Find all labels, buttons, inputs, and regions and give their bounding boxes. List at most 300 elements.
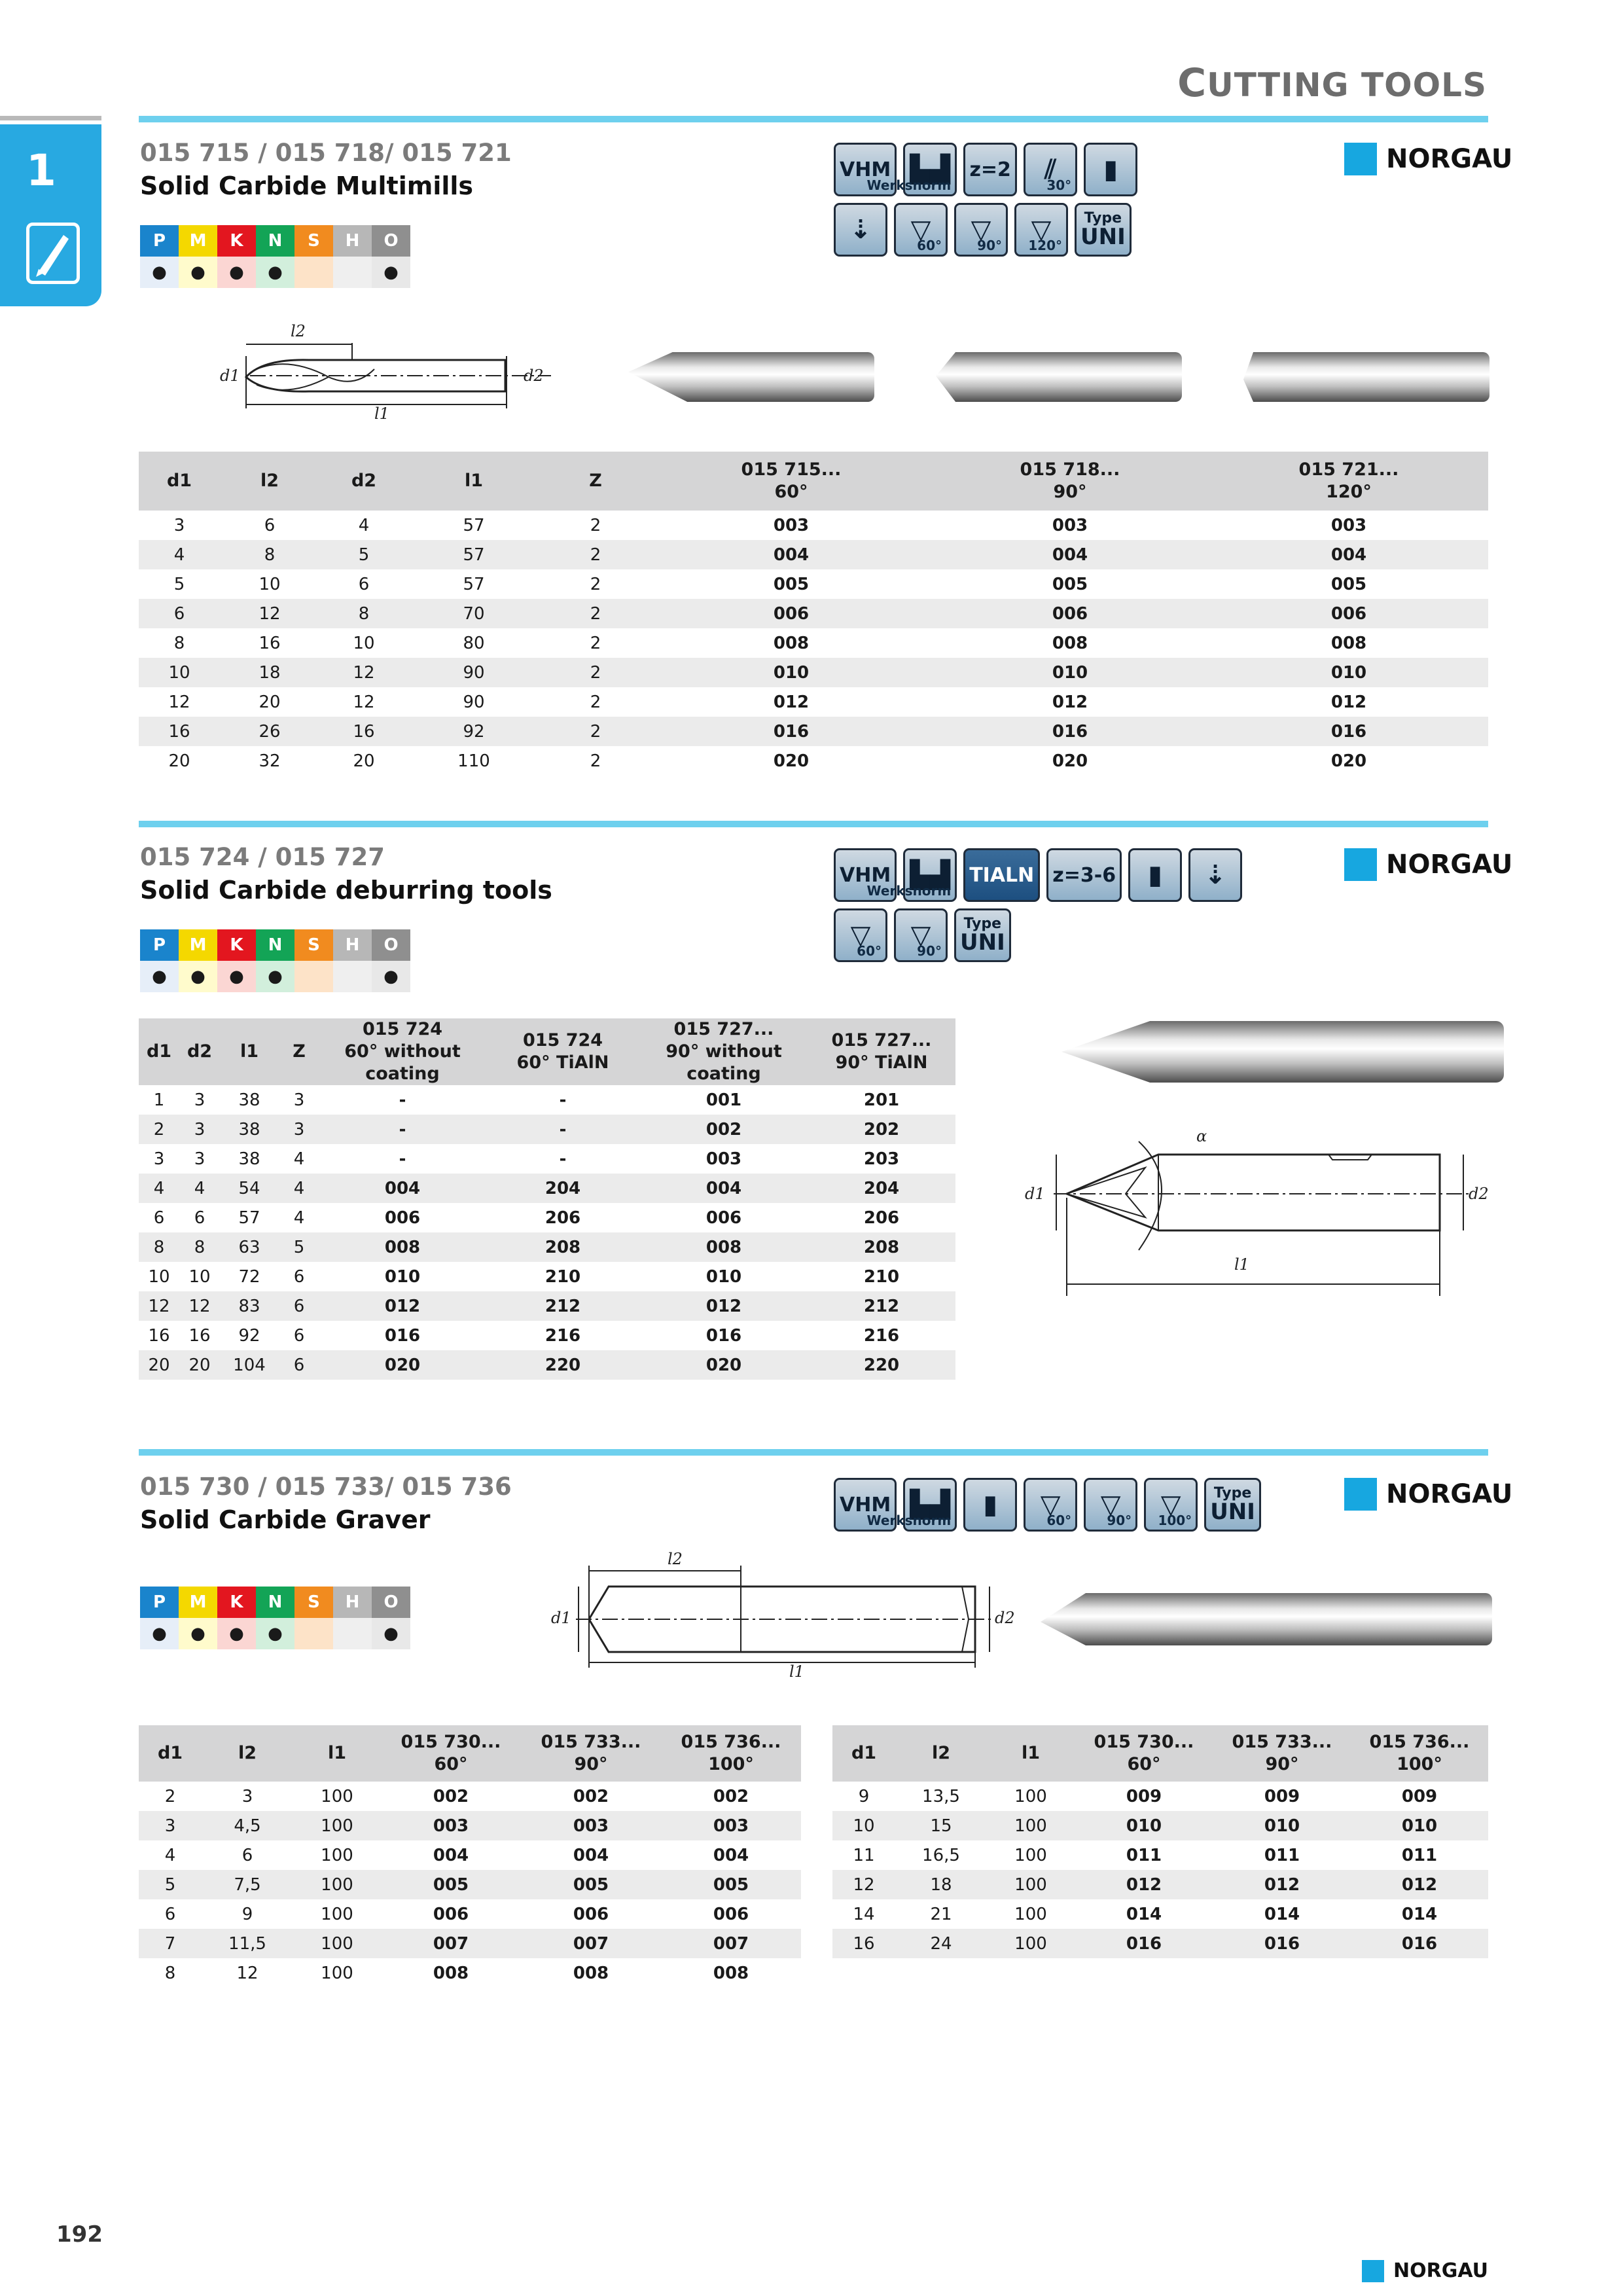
table-cell: 12 <box>319 658 408 687</box>
header-rule-right <box>139 116 1488 122</box>
table-row <box>832 1782 1488 1811</box>
table-cell: 016 <box>384 1325 421 1346</box>
type-uni-icon <box>954 908 1011 962</box>
table-cell: 006 <box>433 1904 469 1924</box>
table-cell: 10 <box>188 1266 211 1287</box>
table-cell: 4 <box>358 515 370 535</box>
dim-l1-label: l1 <box>374 404 389 423</box>
code-subheader: 60° <box>434 1754 468 1774</box>
table-cell: 016 <box>652 717 931 746</box>
table-row <box>139 1958 801 1988</box>
dim-d2-label: d2 <box>1469 1185 1489 1203</box>
column-header: Z <box>539 452 652 511</box>
table-cell: 210 <box>863 1266 900 1287</box>
table-cell: 2 <box>539 658 652 687</box>
code-subheader: 90° without coating <box>666 1041 782 1084</box>
point-angle-icon: ▽ 90° <box>1084 1478 1137 1532</box>
material-suitability-mark: ● <box>372 1618 410 1649</box>
table-cell: 004 <box>573 1845 609 1865</box>
table-cell: 8 <box>179 1232 220 1262</box>
code-subheader: 60° <box>774 482 808 502</box>
table-cell: 012 <box>1075 1870 1213 1899</box>
table-cell: 204 <box>808 1174 955 1203</box>
table-cell: 005 <box>1330 574 1367 594</box>
table-cell: 011 <box>1264 1845 1300 1865</box>
table-cell: 100 <box>321 1904 353 1924</box>
table-cell: - <box>319 1115 486 1144</box>
table-cell: 220 <box>808 1350 955 1380</box>
table-cell: 016 <box>1351 1929 1488 1958</box>
table-cell: 100 <box>987 1811 1075 1840</box>
table-cell: 8 <box>220 540 319 569</box>
table-cell: 2 <box>590 515 601 535</box>
section3-rule <box>139 1449 1488 1456</box>
table-cell: 4 <box>139 540 220 569</box>
article-code: 015 724 <box>522 1030 603 1050</box>
dim-l1-label: l1 <box>789 1662 804 1681</box>
material-suitability-mark <box>294 1618 333 1649</box>
column-header: l2 <box>202 1725 293 1782</box>
brand-name: NORGAU <box>1386 850 1513 880</box>
table-cell: 90 <box>463 692 485 712</box>
dim-d1-label: d1 <box>220 367 240 385</box>
table-cell: 9 <box>241 1904 253 1924</box>
table-cell: 002 <box>640 1115 808 1144</box>
article-code: 015 718... <box>1020 459 1120 480</box>
article-code: 015 733... <box>1232 1732 1332 1752</box>
section3-material-grid <box>140 1587 410 1649</box>
code-column-header <box>931 452 1209 511</box>
table-cell: 4 <box>293 1149 305 1169</box>
column-header: l1 <box>293 1725 381 1782</box>
table-row <box>139 1929 801 1958</box>
table-cell: 006 <box>931 599 1209 628</box>
table-cell: 008 <box>573 1963 609 1983</box>
table-cell: 110 <box>457 751 490 771</box>
code-subheader: 120° <box>1326 482 1372 502</box>
table-cell: 3 <box>241 1786 253 1806</box>
section2-title: Solid Carbide deburring tools <box>140 876 552 905</box>
badge-label: Werksnorm <box>866 177 952 193</box>
material-suitability-mark: ● <box>217 1618 256 1649</box>
table-row <box>139 1870 801 1899</box>
badge-label: 90° <box>977 238 1002 253</box>
chapter-number: 1 <box>26 145 56 196</box>
article-code: 015 721... <box>1298 459 1399 480</box>
material-h-header: H <box>333 225 372 257</box>
badge-label: VHM <box>840 863 891 887</box>
table-cell: 6 <box>279 1350 319 1380</box>
header-rule <box>0 116 101 120</box>
table-cell: 012 <box>773 692 810 712</box>
multimill-60-photo <box>628 352 874 402</box>
section2-brand <box>1344 848 1512 881</box>
table-cell: 003 <box>661 1811 801 1840</box>
badge-label: VHM <box>840 1493 891 1516</box>
page-number: 192 <box>56 2221 103 2248</box>
code-subheader: 90° <box>1053 482 1087 502</box>
footer-brand <box>1362 2259 1488 2282</box>
table-cell: 1 <box>153 1090 165 1110</box>
table-cell: 010 <box>652 658 931 687</box>
code-subheader: 90° <box>574 1754 608 1774</box>
material-suitability-mark <box>333 961 372 992</box>
code-subheader: 90° TiAlN <box>835 1052 928 1073</box>
table-cell: 010 <box>1351 1811 1488 1840</box>
type-uni-label: Type UNI <box>960 916 1005 956</box>
table-row <box>139 1262 955 1291</box>
table-cell: 5 <box>319 540 408 569</box>
column-header: l1 <box>987 1725 1075 1782</box>
table-cell: 008 <box>640 1232 808 1262</box>
table-cell: 203 <box>863 1149 900 1169</box>
table-row <box>832 1811 1488 1840</box>
table-cell: 12 <box>353 692 375 712</box>
table-cell: 006 <box>573 1904 609 1924</box>
material-p-header: P <box>140 225 179 257</box>
table-cell: 014 <box>1401 1904 1438 1924</box>
table-cell: 92 <box>408 717 539 746</box>
section1-brand <box>1344 143 1512 175</box>
material-k-header: K <box>217 1587 256 1618</box>
section3-table-left <box>139 1725 801 1988</box>
table-cell: 6 <box>264 515 276 535</box>
table-cell: 216 <box>544 1325 581 1346</box>
table-cell: 8 <box>139 1232 179 1262</box>
table-row <box>139 1321 955 1350</box>
table-header-row <box>832 1725 1488 1782</box>
dim-d1-label: d1 <box>551 1609 571 1627</box>
article-code: 015 715... <box>741 459 842 480</box>
table-cell: 003 <box>1330 515 1367 535</box>
table-cell: 010 <box>1213 1811 1351 1840</box>
table-cell: 6 <box>194 1208 205 1228</box>
badge-label: Werksnorm <box>866 1513 952 1528</box>
table-cell: - <box>399 1090 406 1110</box>
column-header: Z <box>279 1018 319 1085</box>
table-row <box>139 1232 955 1262</box>
table-cell: 10 <box>148 1266 170 1287</box>
table-row <box>139 1350 955 1380</box>
table-cell: 005 <box>521 1870 661 1899</box>
code-column-header <box>652 452 931 511</box>
column-header: l1 <box>220 1018 279 1085</box>
table-row <box>832 1840 1488 1870</box>
badge-label: z=3-6 <box>1052 863 1116 887</box>
table-cell: 004 <box>931 540 1209 569</box>
material-suitability-mark: ● <box>179 257 217 288</box>
table-cell: 100 <box>1014 1845 1047 1865</box>
table-cell: 216 <box>863 1325 900 1346</box>
badge-label: 60° <box>917 238 942 253</box>
table-cell: 012 <box>1351 1870 1488 1899</box>
deburring-tool-photo <box>1061 1021 1504 1083</box>
code-subheader: 60° without coating <box>344 1041 461 1084</box>
table-cell: 201 <box>863 1090 900 1110</box>
factory-icon: ▙▟ Werksnorm <box>903 848 957 902</box>
article-code: 015 730... <box>401 1732 501 1752</box>
table-cell: 16 <box>148 1325 170 1346</box>
brand-square-icon <box>1344 848 1377 881</box>
table-cell: 83 <box>220 1291 279 1321</box>
section2-table <box>139 1018 955 1380</box>
code-column-header <box>640 1018 808 1085</box>
table-row <box>139 511 1488 540</box>
table-cell: 2 <box>590 751 601 771</box>
flutes-icon <box>963 143 1017 196</box>
table-cell: 26 <box>220 717 319 746</box>
section3-title: Solid Carbide Graver <box>140 1505 431 1534</box>
code-column-header <box>1213 1725 1351 1782</box>
table-cell: 006 <box>384 1208 421 1228</box>
article-code: 015 730... <box>1094 1732 1194 1752</box>
code-column-header <box>381 1725 521 1782</box>
table-row <box>139 569 1488 599</box>
table-cell: 7,5 <box>202 1870 293 1899</box>
table-cell: 016 <box>1075 1929 1213 1958</box>
table-cell: 014 <box>1126 1904 1162 1924</box>
table-cell: 220 <box>486 1350 640 1380</box>
code-column-header <box>661 1725 801 1782</box>
table-cell: 4 <box>179 1174 220 1203</box>
column-header: d1 <box>139 452 220 511</box>
table-cell: 210 <box>544 1266 581 1287</box>
table-cell: 9 <box>858 1786 870 1806</box>
table-cell: 005 <box>661 1870 801 1899</box>
table-row <box>139 1291 955 1321</box>
table-cell: 16 <box>259 633 281 653</box>
table-cell: 206 <box>863 1208 900 1228</box>
table-cell: 016 <box>1213 1929 1351 1958</box>
table-cell: 12 <box>168 692 190 712</box>
badge-label: 100° <box>1158 1513 1192 1528</box>
code-column-header <box>319 1018 486 1085</box>
table-cell: 10 <box>139 658 220 687</box>
table-cell: 7 <box>139 1929 202 1958</box>
table-cell: - <box>399 1149 406 1169</box>
table-cell: 212 <box>486 1291 640 1321</box>
table-cell: 6 <box>153 1208 165 1228</box>
table-cell: 2 <box>139 1115 179 1144</box>
material-n-header: N <box>256 225 294 257</box>
table-cell: 001 <box>705 1090 742 1110</box>
material-k-header: K <box>217 225 256 257</box>
table-cell: 80 <box>463 633 485 653</box>
material-o-header: O <box>372 225 410 257</box>
table-cell: 24 <box>895 1929 987 1958</box>
table-cell: 3 <box>173 515 185 535</box>
table-cell: 204 <box>486 1174 640 1203</box>
table-cell: - <box>559 1149 567 1169</box>
table-cell: 2 <box>539 540 652 569</box>
badge-label: VHM <box>840 158 891 181</box>
table-cell: 010 <box>1075 1811 1213 1840</box>
table-cell: 100 <box>987 1929 1075 1958</box>
table-cell: 92 <box>238 1325 260 1346</box>
table-cell: 008 <box>433 1963 469 1983</box>
column-header: l2 <box>220 452 319 511</box>
table-cell: 010 <box>705 1266 742 1287</box>
table-cell: 2 <box>590 574 601 594</box>
point-angle-icon: ▽ 100° <box>1144 1478 1198 1532</box>
section1-material-grid <box>140 225 410 288</box>
table-cell: 100 <box>1014 1904 1047 1924</box>
table-cell: 11 <box>853 1845 875 1865</box>
table-row <box>139 1782 801 1811</box>
table-cell: 20 <box>139 1350 179 1380</box>
column-header: d2 <box>179 1018 220 1085</box>
material-suitability-mark: ● <box>179 1618 217 1649</box>
table-cell: 4,5 <box>202 1811 293 1840</box>
table-cell: 004 <box>713 1845 749 1865</box>
table-cell: 6 <box>139 599 220 628</box>
code-subheader: 60° <box>1127 1754 1161 1774</box>
section1-tool-drawing <box>211 317 564 428</box>
table-cell: 002 <box>573 1786 609 1806</box>
point-angle-icon: ▽ 90° <box>954 203 1008 257</box>
table-cell: 13,5 <box>922 1786 960 1806</box>
badge-label: 90° <box>1107 1513 1132 1528</box>
factory-icon: ▙▟ Werksnorm <box>903 143 957 196</box>
table-header-row <box>139 1725 801 1782</box>
table-cell: 6 <box>293 1266 305 1287</box>
table-cell: - <box>559 1090 567 1110</box>
table-cell: 18 <box>220 658 319 687</box>
table-row <box>832 1929 1488 1958</box>
table-cell: 5 <box>139 1870 202 1899</box>
table-cell: 004 <box>319 1174 486 1203</box>
section3-badges <box>834 1478 1279 1532</box>
cylindrical-shank-icon: ▮ <box>1084 143 1137 196</box>
table-cell: 6 <box>164 1904 176 1924</box>
badge-label: 60° <box>857 943 882 959</box>
column-header: d1 <box>139 1725 202 1782</box>
table-cell: 63 <box>220 1232 279 1262</box>
table-cell: 004 <box>1209 540 1488 569</box>
table-cell: 014 <box>1264 1904 1300 1924</box>
table-cell: 003 <box>705 1149 742 1169</box>
table-cell: 20 <box>179 1350 220 1380</box>
table-cell: 012 <box>319 1291 486 1321</box>
table-cell: 004 <box>640 1174 808 1203</box>
table-cell: 005 <box>381 1870 521 1899</box>
code-column-header <box>1075 1725 1213 1782</box>
table-cell: 5 <box>279 1232 319 1262</box>
material-suitability-mark: ● <box>140 257 179 288</box>
table-cell: 020 <box>773 751 810 771</box>
cutting-tool-icon <box>26 223 80 284</box>
table-cell: 16 <box>139 717 220 746</box>
table-cell: 16 <box>319 717 408 746</box>
table-cell: 2 <box>590 692 601 712</box>
table-cell: 020 <box>319 1350 486 1380</box>
code-column-header <box>1351 1725 1488 1782</box>
table-cell: 8 <box>319 599 408 628</box>
badge-label: 60° <box>1046 1513 1072 1528</box>
table-cell: 57 <box>463 574 485 594</box>
material-s-header: S <box>294 225 333 257</box>
type-uni-label: Type UNI <box>1210 1485 1255 1525</box>
table-cell: 20 <box>353 751 375 771</box>
table-row <box>139 1144 955 1174</box>
code-subheader: 60° TiAlN <box>516 1052 609 1073</box>
badge-label: Werksnorm <box>866 883 952 899</box>
article-code: 015 724 <box>362 1019 443 1039</box>
badge-label: 30° <box>1046 177 1072 193</box>
point-angle-icon: ▽ 60° <box>894 203 948 257</box>
material-p-header: P <box>140 1587 179 1618</box>
badge-label: TIALN <box>969 863 1035 887</box>
table-cell: 4 <box>139 1174 179 1203</box>
table-cell: 100 <box>321 1786 353 1806</box>
material-n-header: N <box>256 929 294 961</box>
table-cell: 38 <box>238 1149 260 1169</box>
table-row <box>832 1870 1488 1899</box>
table-cell: 3 <box>279 1115 319 1144</box>
dim-d2-label: d2 <box>995 1609 1015 1627</box>
article-code: 015 727... <box>831 1030 932 1050</box>
table-cell: 009 <box>1264 1786 1300 1806</box>
table-cell: 104 <box>220 1350 279 1380</box>
table-cell: 3 <box>194 1090 205 1110</box>
table-cell: 007 <box>521 1929 661 1958</box>
brand-square-icon <box>1362 2260 1384 2282</box>
material-s-header: S <box>294 929 333 961</box>
table-cell: 6 <box>358 574 370 594</box>
table-row <box>139 628 1488 658</box>
table-cell: 003 <box>521 1811 661 1840</box>
table-cell: 016 <box>931 717 1209 746</box>
table-cell: 3 <box>179 1115 220 1144</box>
table-cell: 008 <box>713 1963 749 1983</box>
table-cell: 6 <box>241 1845 253 1865</box>
table-row <box>139 687 1488 717</box>
material-suitability-mark: ● <box>256 257 294 288</box>
table-cell: 007 <box>381 1929 521 1958</box>
table-row <box>139 1840 801 1870</box>
table-row <box>139 1174 955 1203</box>
table-cell: 11,5 <box>202 1929 293 1958</box>
material-suitability-mark <box>333 257 372 288</box>
brand-name: NORGAU <box>1393 2259 1488 2282</box>
plunge-icon: ⇣ <box>1188 848 1242 902</box>
material-o-header: O <box>372 1587 410 1618</box>
table-cell: 12 <box>139 1291 179 1321</box>
weldon-shank-icon: ▮ <box>1128 848 1182 902</box>
table-cell: 020 <box>1330 751 1367 771</box>
table-cell: 004 <box>433 1845 469 1865</box>
table-cell: 57 <box>408 540 539 569</box>
table-cell: 5 <box>173 574 185 594</box>
table-cell: 10 <box>832 1811 895 1840</box>
article-code: 015 736... <box>681 1732 781 1752</box>
material-suitability-mark: ● <box>140 1618 179 1649</box>
table-cell: 6 <box>293 1325 305 1346</box>
table-cell: 38 <box>220 1115 279 1144</box>
table-cell: 006 <box>705 1208 742 1228</box>
coating-icon <box>963 848 1040 902</box>
table-cell: 2 <box>539 599 652 628</box>
material-suitability-mark: ● <box>256 1618 294 1649</box>
table-cell: 020 <box>640 1350 808 1380</box>
point-angle-icon: ▽ 120° <box>1014 203 1068 257</box>
column-header: d1 <box>139 1018 179 1085</box>
badge-label: z=2 <box>969 158 1011 181</box>
type-uni-icon <box>1204 1478 1261 1532</box>
material-m-header: M <box>179 929 217 961</box>
section1-title: Solid Carbide Multimills <box>140 171 474 200</box>
table-row <box>139 599 1488 628</box>
